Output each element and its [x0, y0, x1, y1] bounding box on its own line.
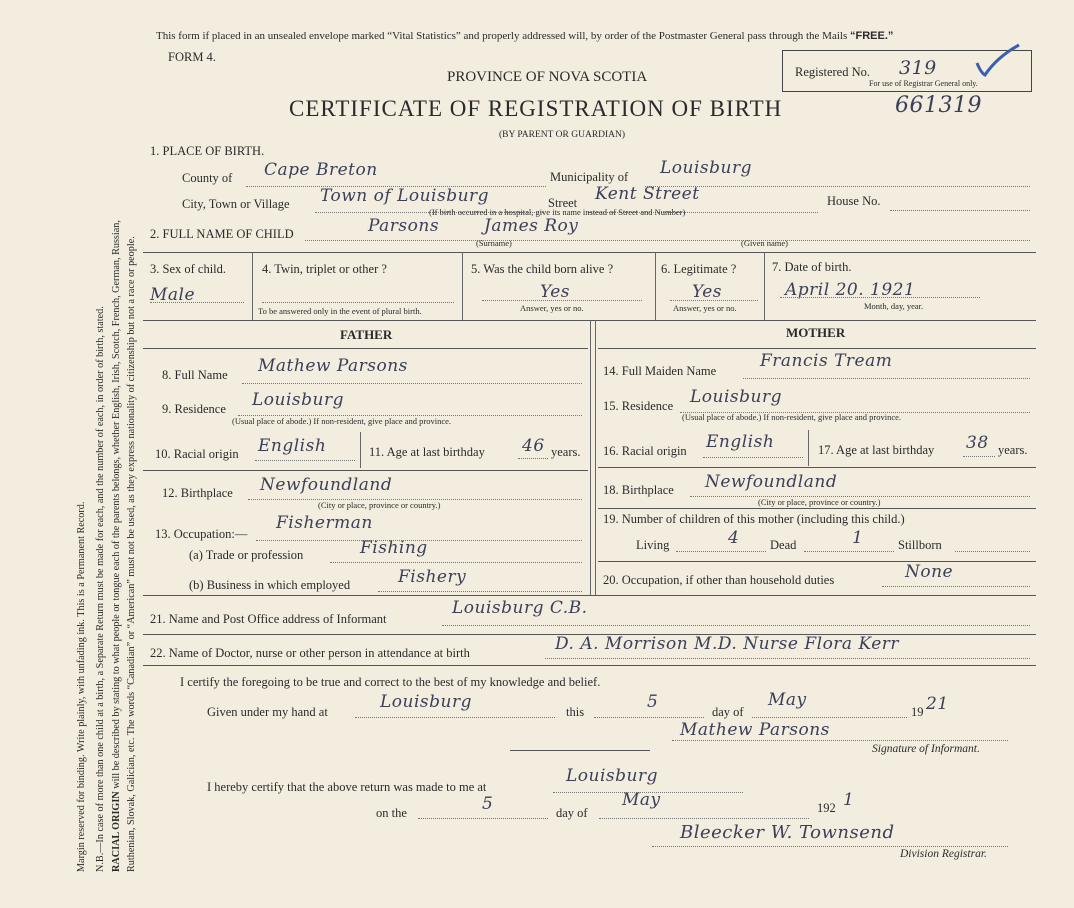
- informant-label: 21. Name and Post Office address of Informant: [150, 612, 387, 626]
- father-age-label: 11. Age at last birthday: [369, 445, 485, 459]
- mother-birthplace-label: 18. Birthplace: [603, 483, 674, 497]
- county-label: County of: [182, 171, 233, 185]
- alive-label: 5. Was the child born alive ?: [471, 262, 614, 276]
- mother-occupation-value: None: [905, 562, 954, 582]
- date-caption: Month, day, year.: [864, 301, 924, 311]
- mother-age-value: 38: [966, 433, 989, 453]
- alive-caption: Answer, yes or no.: [520, 303, 584, 313]
- father-trade-label: (a) Trade or profession: [189, 548, 304, 562]
- registrar-statement: I hereby certify that the above return was made to me at: [207, 780, 487, 794]
- doctor-label: 22. Name of Doctor, nurse or other person in attendance at birth: [150, 646, 470, 660]
- child-surname-value: Parsons: [368, 216, 440, 236]
- father-occupation-value: Fisherman: [276, 513, 373, 533]
- alive-value: Yes: [540, 282, 571, 302]
- father-occupation-label: 13. Occupation:—: [155, 527, 248, 541]
- given-caption: (Given name): [741, 238, 788, 248]
- mother-racial-value: English: [706, 432, 775, 452]
- father-name-label: 8. Full Name: [162, 368, 228, 382]
- mail-free: “FREE.”: [849, 30, 894, 42]
- father-racial-label: 10. Racial origin: [155, 447, 239, 461]
- mother-dead-value: 1: [852, 528, 864, 548]
- mother-heading: MOTHER: [786, 325, 846, 340]
- on-the-label: on the: [376, 806, 407, 820]
- sidebar-line-3: [111, 220, 122, 872]
- mother-birthplace-value: Newfoundland: [705, 472, 838, 492]
- doctor-value: D. A. Morrison M.D. Nurse Flora Kerr: [555, 634, 900, 654]
- registrar-caption: Division Registrar.: [900, 848, 987, 860]
- child-name-label: 2. FULL NAME OF CHILD: [150, 227, 294, 241]
- registrar-place-value: Louisburg: [566, 766, 658, 786]
- mother-age-unit: years.: [998, 443, 1028, 457]
- cert-day-value: 5: [647, 692, 659, 712]
- cert-year-suffix: 21: [926, 694, 949, 714]
- registered-value: 319: [899, 57, 937, 79]
- mother-living-label: Living: [636, 538, 670, 552]
- racial-origin-heading: RACIAL ORIGIN: [111, 791, 122, 872]
- mother-stillborn-label: Stillborn: [898, 538, 942, 552]
- twin-note: To be answered only in the event of plural birth.: [258, 306, 422, 316]
- father-trade-value: Fishing: [360, 538, 428, 558]
- registrar-note: For use of Registrar General only.: [869, 79, 978, 88]
- registrar-year-suffix: 1: [843, 790, 855, 810]
- father-racial-value: English: [258, 436, 327, 456]
- sex-label: 3. Sex of child.: [150, 262, 227, 276]
- street-value: Kent Street: [595, 184, 700, 204]
- mother-living-value: 4: [728, 528, 740, 548]
- surname-caption: (Surname): [476, 238, 512, 248]
- mail-notice: [156, 30, 893, 42]
- sidebar-line-4: Ruthenian, Slovak, Galician, etc. The words “Canadian” or “American” must not be used, as they express nationality of citizenship but not a race or people.: [126, 236, 137, 872]
- date-label: 7. Date of birth.: [772, 260, 852, 274]
- mother-racial-label: 16. Racial origin: [603, 444, 687, 458]
- certification-statement: I certify the foregoing to be true and correct to the best of my knowledge and belief.: [180, 675, 601, 689]
- father-name-value: Mathew Parsons: [258, 356, 408, 376]
- city-value: Town of Louisburg: [320, 186, 490, 206]
- informant-signature: Mathew Parsons: [680, 720, 830, 740]
- city-label: City, Town or Village: [182, 197, 290, 211]
- mother-residence-caption: (Usual place of abode.) If non-resident, give place and province.: [682, 412, 902, 422]
- legit-caption: Answer, yes or no.: [673, 303, 737, 313]
- father-age-value: 46: [522, 436, 545, 456]
- father-residence-label: 9. Residence: [162, 402, 226, 416]
- mother-dead-label: Dead: [770, 538, 797, 552]
- mail-notice-text: This form if placed in an unsealed envelope marked “Vital Statistics” and properly addressed will, by order of the Postmaster General pass through the Mails: [156, 30, 848, 42]
- checkmark-icon: [973, 43, 1023, 79]
- hospital-note: (If birth occurred in a hospital, give its name instead of Street and Number): [429, 207, 686, 217]
- child-given-value: James Roy: [484, 216, 579, 236]
- father-age-unit: years.: [551, 445, 581, 459]
- legit-value: Yes: [692, 282, 723, 302]
- cert-month-value: May: [768, 690, 807, 710]
- municipality-value: Louisburg: [660, 158, 752, 178]
- registered-box: [782, 50, 1032, 92]
- municipality-label: Municipality of: [550, 170, 629, 184]
- registered-label: Registered No.: [795, 65, 870, 79]
- mother-occupation-label: 20. Occupation, if other than household duties: [603, 573, 835, 587]
- informant-signature-caption: Signature of Informant.: [872, 743, 980, 755]
- registrar-day-value: 5: [482, 794, 494, 814]
- twin-label: 4. Twin, triplet or other ?: [262, 262, 387, 276]
- registrar-year-prefix: 192: [817, 801, 836, 815]
- sex-value: Male: [150, 285, 196, 305]
- father-heading: FATHER: [340, 327, 393, 342]
- sidebar-line-3-text: will be described by stating to what people or tongue each of the parents belongs, whether English, Irish, Scotch, French, German, Russian,: [111, 220, 122, 789]
- date-value: April 20. 1921: [785, 280, 916, 300]
- form-number: FORM 4.: [168, 50, 216, 64]
- mother-residence-value: Louisburg: [690, 387, 782, 407]
- handwritten-number: 661319: [895, 93, 982, 118]
- cert-year-prefix: 19: [911, 705, 924, 719]
- registrar-signature: Bleecker W. Townsend: [680, 822, 895, 843]
- cert-day-of-label: day of: [712, 705, 744, 719]
- father-business-value: Fishery: [398, 567, 467, 587]
- father-birthplace-caption: (City or place, province or country.): [318, 500, 441, 510]
- mother-name-label: 14. Full Maiden Name: [603, 364, 717, 378]
- father-business-label: (b) Business in which employed: [189, 578, 351, 592]
- mother-name-value: Francis Tream: [760, 351, 893, 371]
- street-label: Street: [548, 196, 578, 210]
- given-label: Given under my hand at: [207, 705, 328, 719]
- registrar-month-value: May: [622, 790, 661, 810]
- given-place-value: Louisburg: [380, 692, 472, 712]
- mother-residence-label: 15. Residence: [603, 399, 674, 413]
- mother-birthplace-caption: (City or place, province or country.): [758, 497, 881, 507]
- certificate-title: CERTIFICATE OF REGISTRATION OF BIRTH: [289, 96, 783, 121]
- father-birthplace-value: Newfoundland: [260, 475, 393, 495]
- mother-age-label: 17. Age at last birthday: [818, 443, 935, 457]
- mother-children-label: 19. Number of children of this mother (including this child.): [603, 512, 905, 526]
- sidebar-line-1: Margin reserved for binding. Write plainly, with unfading ink. This is a Permanent Record.: [76, 501, 87, 872]
- registrar-day-of-label: day of: [556, 806, 588, 820]
- father-birthplace-label: 12. Birthplace: [162, 486, 233, 500]
- province-heading: PROVINCE OF NOVA SCOTIA: [447, 69, 648, 85]
- father-residence-caption: (Usual place of abode.) If non-resident, give place and province.: [232, 416, 452, 426]
- place-section-label: 1. PLACE OF BIRTH.: [150, 144, 265, 158]
- father-residence-value: Louisburg: [252, 390, 344, 410]
- house-label: House No.: [827, 194, 881, 208]
- informant-value: Louisburg C.B.: [452, 598, 588, 618]
- certificate-subtitle: (BY PARENT OR GUARDIAN): [499, 130, 626, 140]
- sidebar-line-2: N.B.—In case of more than one child at a birth, a Separate Return must be made for each, and the number of each, in order of birth, stated.: [95, 306, 106, 872]
- county-value: Cape Breton: [264, 160, 378, 180]
- this-label: this: [566, 705, 585, 719]
- legit-label: 6. Legitimate ?: [661, 262, 737, 276]
